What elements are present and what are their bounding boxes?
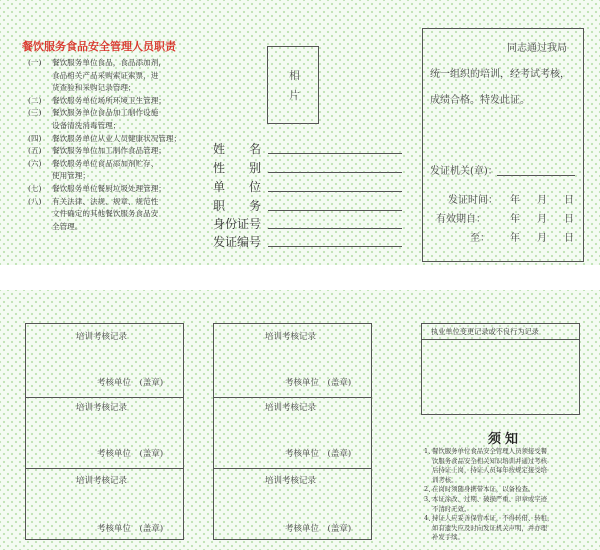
cert-valid-to-year: 年 <box>510 233 520 244</box>
notice-item-number: 1、 <box>424 447 435 455</box>
notice-title: 须知 <box>488 432 523 447</box>
cert-valid-from-month: 月 <box>537 214 547 225</box>
field-id-line <box>268 228 402 229</box>
photo-box <box>267 46 319 124</box>
cert-valid-from-year: 年 <box>510 214 520 225</box>
notice-item-text: 餐饮服务单位食品安全管理人员须接受餐 <box>432 447 548 455</box>
notice-item-text: 不清时无效。 <box>432 504 471 513</box>
cert-text-line2: 统一组织的培训，经考试考核， <box>430 69 570 80</box>
record-footer: 考核单位 (盖章) <box>97 378 164 388</box>
duty-item-text: 使用管理； <box>52 171 90 181</box>
field-unit-label: 单 位 <box>213 180 262 194</box>
duty-item-text: 餐饮服务单位餐厨垃圾处理管理； <box>52 184 166 193</box>
duty-item-text: 全管理。 <box>52 221 83 231</box>
certificate-box <box>422 28 584 262</box>
record-header: 培训考核记录 <box>76 332 128 342</box>
notice-item-text: 本证涂改、过期、破损严重、印章或字迹 <box>432 495 548 503</box>
training-record-box-left <box>25 323 184 540</box>
cert-valid-from-day: 日 <box>564 214 574 225</box>
notice-item-text: 训考核。 <box>432 475 458 484</box>
cert-valid-to-label: 至： <box>470 233 490 244</box>
record-divider <box>25 397 183 398</box>
record-footer: 考核单位 (盖章) <box>285 449 352 459</box>
field-id-label: 身份证号 <box>213 217 262 231</box>
cert-issue-month: 月 <box>537 195 547 206</box>
change-record-title: 执业单位变更记录或不良行为记录 <box>431 327 539 336</box>
cert-text-line3: 成绩合格。特发此证。 <box>430 95 530 106</box>
field-position-label: 职 务 <box>213 199 262 213</box>
record-footer: 考核单位 (盖章) <box>97 524 164 534</box>
record-header: 培训考核记录 <box>76 476 128 486</box>
record-header: 培训考核记录 <box>76 403 128 413</box>
notice-item-number: 2、 <box>424 485 435 494</box>
duty-item-text: 文件确定的其他餐饮服务食品安 <box>52 209 159 219</box>
notice-item-text: 持证人应妥善保管本证，不得转借、转租， <box>432 514 554 523</box>
duties-title: 餐饮服务食品安全管理人员职责 <box>22 40 176 53</box>
duty-item-number: (七) <box>28 184 42 193</box>
cert-issue-day: 日 <box>564 195 574 206</box>
record-divider <box>213 468 371 469</box>
duty-item-number: (三) <box>28 108 42 118</box>
cert-valid-to-month: 月 <box>537 233 547 244</box>
duty-item-text: 餐饮服务单位加工制作食品管理； <box>52 146 166 156</box>
duty-item-text: 餐饮服务单位食品加工制作设施 <box>52 108 159 118</box>
duty-item-text: 餐饮服务单位食品添加剂贮存、 <box>52 158 159 168</box>
duty-item-number: (八) <box>28 196 42 206</box>
notice-item-text: 后持证上岗，持证人员每年按规定接受培 <box>432 466 548 475</box>
field-position-line <box>268 210 402 211</box>
duty-item-number: (二) <box>28 95 42 105</box>
field-cert-number-label: 发证编号 <box>213 235 262 249</box>
record-divider <box>25 468 183 469</box>
change-record-divider <box>421 339 579 340</box>
field-gender-label: 性 别 <box>213 161 262 175</box>
duty-item-text: 餐饮服务单位场所环境卫生管理； <box>52 95 166 105</box>
cert-text-line1: 同志通过我局 <box>507 43 567 54</box>
field-unit-line <box>268 191 402 192</box>
duty-item-text: 餐饮服务单位从业人员健康状况管理； <box>52 133 182 143</box>
record-header: 培训考核记录 <box>265 476 317 486</box>
duty-item-text: 货查验和采购记录管理； <box>52 83 136 93</box>
photo-label-1: 相 <box>289 69 300 82</box>
record-header: 培训考核记录 <box>265 403 317 413</box>
cert-valid-to-day: 日 <box>564 233 574 244</box>
field-name-label: 姓 名 <box>213 142 262 156</box>
notice-item-text: 饮服务食品安全相关知识培训并通过考核 <box>432 456 548 465</box>
duty-item-number: (一) <box>28 58 42 67</box>
field-gender-line <box>268 172 402 173</box>
duty-item-number: (五) <box>28 146 42 156</box>
cert-issuer-label: 发证机关(章)： <box>430 166 498 177</box>
duty-item-number: (六) <box>28 158 42 168</box>
photo-label-2: 片 <box>289 89 300 102</box>
record-divider <box>213 397 371 398</box>
duty-item-text: 餐饮服务单位食品，食品添加剂， <box>52 58 166 67</box>
cert-issue-year: 年 <box>510 195 520 206</box>
duty-item-text: 食品相关产品采购索证索票，进 <box>52 70 159 80</box>
field-cert-number-line <box>268 246 402 247</box>
cert-issue-date-label: 发证时间： <box>448 195 498 206</box>
cert-issuer-line <box>497 175 575 176</box>
training-record-box-middle <box>213 323 372 540</box>
duty-item-text: 设备清洗消毒管理； <box>52 121 121 130</box>
notice-item-number: 4、 <box>424 514 435 523</box>
notice-item-text: 补发手续。 <box>432 533 464 542</box>
field-name-line <box>268 153 402 154</box>
notice-item-text: 在岗时须随身携带本证，以备检查。 <box>432 485 535 494</box>
record-footer: 考核单位 (盖章) <box>285 378 352 388</box>
notice-item-text: 如有遗失应及时向发证机关声明，并办理 <box>432 523 548 532</box>
cert-valid-from-label: 有效期自： <box>436 214 486 225</box>
record-footer: 考核单位 (盖章) <box>285 524 352 534</box>
duty-item-number: (四) <box>28 133 42 143</box>
notice-item-number: 3、 <box>424 495 435 503</box>
record-header: 培训考核记录 <box>265 332 317 342</box>
duty-item-text: 有关法律、法规、规章、规范性 <box>52 196 159 206</box>
record-footer: 考核单位 (盖章) <box>97 449 164 459</box>
